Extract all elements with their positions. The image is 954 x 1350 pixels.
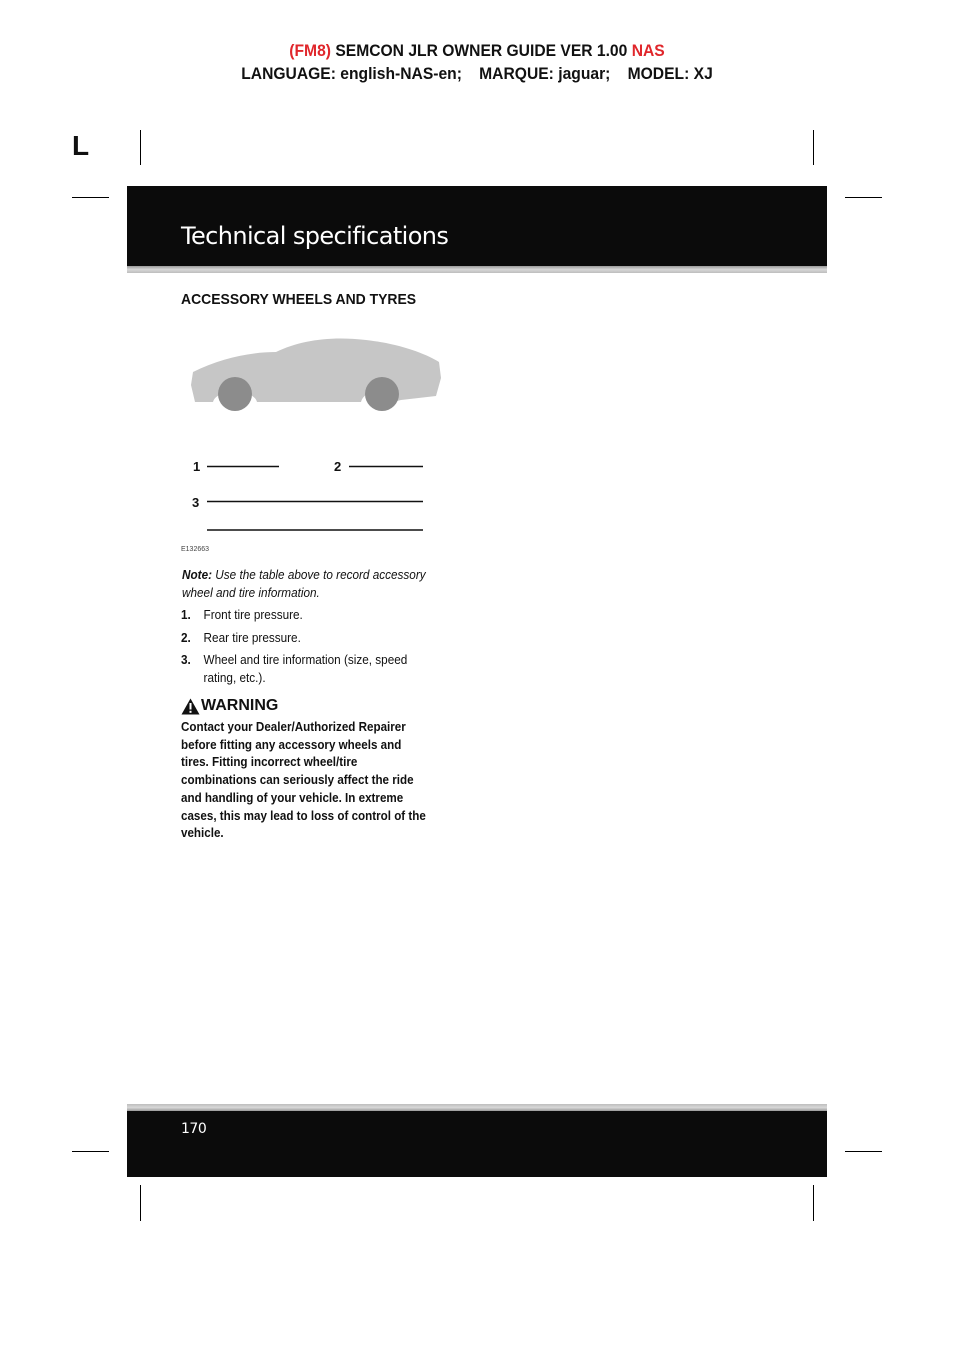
list-item-number: 1. (181, 608, 191, 622)
list-item-text: Front tire pressure. (203, 608, 303, 622)
warning-heading (181, 697, 278, 715)
list-item-number: 3. (181, 653, 191, 667)
list-item (181, 651, 430, 687)
header-main: SEMCON JLR OWNER GUIDE VER 1.00 (335, 41, 628, 60)
corner-letter: L (72, 130, 90, 161)
chapter-header-band-gradient (127, 266, 827, 273)
note-text: Use the table above to record accessory wheel and tire information. (182, 568, 426, 600)
footer-band (127, 1111, 827, 1177)
rear-wheel (365, 377, 399, 411)
page-number: 170 (181, 1121, 207, 1137)
note (182, 566, 436, 602)
crop-mark (845, 1151, 882, 1152)
document-header-line-2 (38, 64, 916, 84)
list-item (181, 606, 430, 624)
footer-band-gradient (127, 1104, 827, 1111)
wheel-tyre-record-figure (181, 330, 446, 558)
header-suffix: NAS (631, 41, 665, 60)
list-item-number: 2. (181, 630, 191, 645)
crop-mark (72, 1151, 109, 1152)
warning-triangle-icon (181, 698, 200, 715)
crop-mark (845, 197, 882, 198)
list-item-text: Rear tire pressure. (203, 630, 301, 645)
section-title: ACCESSORY WHEELS AND TYRES (181, 291, 417, 308)
numbered-list (181, 606, 430, 692)
document-header-line-1 (38, 41, 916, 61)
crop-mark (813, 130, 814, 165)
callout-2: 2 (334, 459, 342, 474)
warning-label: WARNING (201, 697, 279, 714)
list-item (181, 629, 430, 647)
header-model: MODEL: XJ (627, 64, 713, 83)
header-language: LANGUAGE: english-NAS-en; (241, 64, 462, 83)
crop-mark (72, 197, 109, 198)
crop-mark (140, 130, 141, 165)
warning-text: Contact your Dealer/Authorized Repairer before fitting any accessory wheels and tires. Fitting incorrect wheel/tire combinations can seriously affect the ride and handling of your vehicle. In extreme cases, this may lead to loss of control of the vehicle. (181, 720, 426, 841)
list-item-text: Wheel and tire information (size, speed rating, etc.). (203, 653, 408, 685)
header-marque: MARQUE: jaguar; (479, 64, 611, 83)
crop-mark (813, 1185, 814, 1221)
chapter-title: Technical specifications (181, 222, 449, 250)
header-prefix: (FM8) (289, 41, 331, 60)
front-wheel (218, 377, 252, 411)
callout-1: 1 (193, 459, 201, 474)
crop-mark (140, 1185, 141, 1221)
figure-id: E132663 (181, 546, 210, 553)
note-label: Note: (182, 568, 213, 582)
callout-3: 3 (192, 495, 200, 510)
